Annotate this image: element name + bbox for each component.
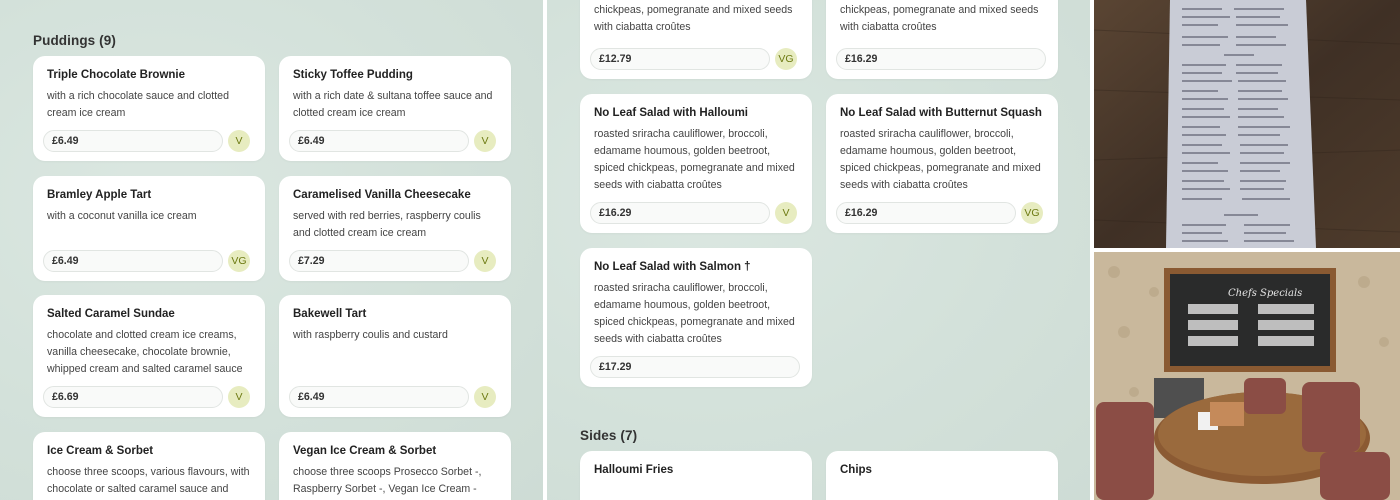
item-price: £6.49 — [43, 130, 223, 152]
item-description: with a rich chocolate sauce and clotted cream ice cream — [47, 90, 229, 119]
item-title: Ice Cream & Sorbet — [47, 445, 154, 457]
dietary-badge: V — [474, 250, 496, 272]
item-description: choose three scoops Prosecco Sorbet -, Raspberry Sorbet -, Vegan Ice Cream - — [293, 466, 482, 495]
item-title: No Leaf Salad with Butternut Squash — [840, 107, 1042, 119]
item-description: roasted sriracha cauliflower, broccoli, edamame houmous, golden beetroot, spiced chickpeas, pomegranate and mixed seeds with ciabatta croûtes — [594, 128, 795, 191]
item-title: Sticky Toffee Pudding — [293, 69, 413, 81]
dietary-badge: V — [474, 130, 496, 152]
dietary-badge: V — [228, 386, 250, 408]
item-title: Halloumi Fries — [594, 464, 674, 476]
board-heading: Chefs Specials — [1228, 288, 1303, 299]
section-heading-puddings: Puddings (9) — [33, 33, 116, 48]
item-price: £6.49 — [289, 130, 469, 152]
item-description: with a rich date & sultana toffee sauce and clotted cream ice cream — [293, 90, 493, 119]
menu-item-card[interactable] — [279, 432, 511, 500]
item-description: roasted sriracha cauliflower, broccoli, edamame houmous, golden beetroot, spiced chickpeas, pomegranate and mixed seeds with ciabatta croûtes — [594, 282, 795, 345]
item-description: chickpeas, pomegranate and mixed seeds with ciabatta croûtes — [840, 4, 1039, 33]
menu-item-card[interactable] — [826, 0, 1058, 79]
item-price: £12.79 — [590, 48, 770, 70]
item-title: No Leaf Salad with Halloumi — [594, 107, 748, 119]
menu-item-card[interactable] — [580, 0, 812, 79]
item-title: Bramley Apple Tart — [47, 189, 152, 201]
restaurant-interior-photo[interactable] — [1094, 252, 1400, 500]
menu-item-card[interactable] — [33, 56, 265, 161]
menu-item-card[interactable] — [826, 94, 1058, 233]
menu-panel-puddings[interactable] — [0, 0, 543, 500]
item-price: £7.29 — [289, 250, 469, 272]
item-price: £17.29 — [590, 356, 800, 378]
item-price: £16.29 — [836, 202, 1016, 224]
menu-item-card[interactable] — [580, 451, 812, 500]
dietary-badge: VG — [1021, 202, 1043, 224]
item-description: choose three scoops, various flavours, with chocolate or salted caramel sauce and — [47, 466, 250, 495]
item-price: £16.29 — [590, 202, 770, 224]
menu-item-card[interactable] — [33, 176, 265, 281]
menu-item-card[interactable] — [826, 451, 1058, 500]
item-title: Salted Caramel Sundae — [47, 308, 175, 320]
item-description: roasted sriracha cauliflower, broccoli, edamame houmous, golden beetroot, spiced chickpeas, pomegranate and mixed seeds with ciabatta croûtes — [840, 128, 1041, 191]
restaurant-interior-image — [1094, 252, 1400, 500]
item-title: Caramelised Vanilla Cheesecake — [293, 189, 471, 201]
dietary-badge: VG — [775, 48, 797, 70]
menu-photo-image — [1094, 0, 1400, 248]
item-price: £6.69 — [43, 386, 223, 408]
item-price: £16.29 — [836, 48, 1046, 70]
item-price: £6.49 — [289, 386, 469, 408]
menu-photo[interactable] — [1094, 0, 1400, 248]
item-title: Chips — [840, 464, 872, 476]
item-description: chickpeas, pomegranate and mixed seeds with ciabatta croûtes — [594, 4, 793, 33]
item-title: Vegan Ice Cream & Sorbet — [293, 445, 437, 457]
menu-item-card[interactable] — [580, 248, 812, 387]
menu-item-card[interactable] — [279, 56, 511, 161]
item-title: Triple Chocolate Brownie — [47, 69, 186, 81]
dietary-badge: V — [775, 202, 797, 224]
section-heading-sides: Sides (7) — [580, 428, 638, 443]
item-title: Bakewell Tart — [293, 308, 367, 320]
item-description: chocolate and clotted cream ice creams, vanilla cheesecake, chocolate brownie, whipped cream and salted caramel sauce — [47, 329, 243, 375]
menu-panel-salads-sides[interactable] — [547, 0, 1090, 500]
dietary-badge: V — [228, 130, 250, 152]
item-description: with a coconut vanilla ice cream — [47, 210, 197, 222]
menu-item-card[interactable] — [33, 295, 265, 417]
item-description: with raspberry coulis and custard — [293, 329, 448, 341]
item-title: No Leaf Salad with Salmon † — [594, 261, 751, 273]
menu-item-card[interactable] — [279, 295, 511, 417]
menu-item-card[interactable] — [580, 94, 812, 233]
item-description: served with red berries, raspberry coulis and clotted cream ice cream — [293, 210, 481, 239]
dietary-badge: VG — [228, 250, 250, 272]
item-price: £6.49 — [43, 250, 223, 272]
dietary-badge: V — [474, 386, 496, 408]
menu-item-card[interactable] — [33, 432, 265, 500]
menu-item-card[interactable] — [279, 176, 511, 281]
